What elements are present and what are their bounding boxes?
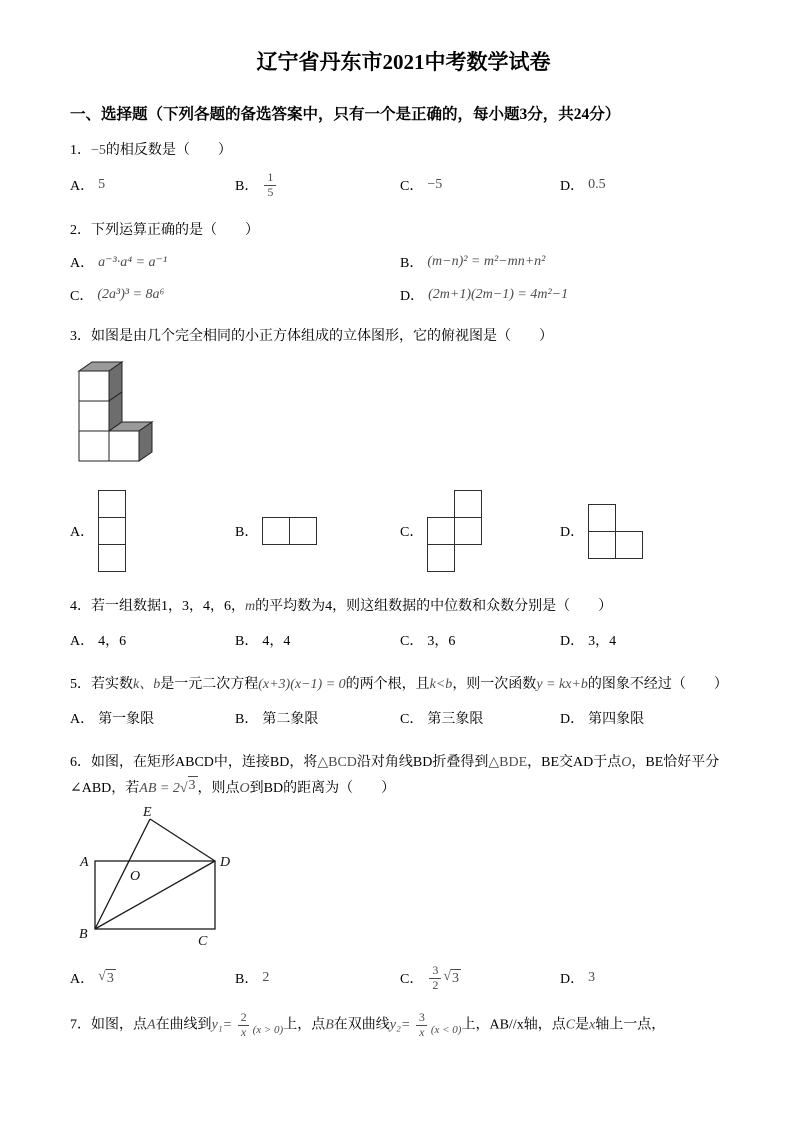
q6-option-d-label: D． xyxy=(560,972,585,988)
q5-option-a-label: A． xyxy=(70,712,95,728)
q6-math-triangle-bcd: △BCD xyxy=(317,755,357,771)
q5-option-b-label: B． xyxy=(235,712,259,728)
q3-option-b-figure xyxy=(262,517,317,545)
q3-option-d-label: D． xyxy=(560,525,585,541)
question-5 xyxy=(70,672,737,731)
q6-math-point-o-1: O xyxy=(621,755,632,771)
q4-option-a xyxy=(70,630,235,650)
q4-stem xyxy=(70,594,737,620)
q5-option-d-value: 第四象限 xyxy=(588,712,645,728)
fraction-denominator: 2 xyxy=(429,978,441,993)
q5-stem-text-5: 的图象不经过（ ） xyxy=(587,677,728,693)
q4-option-c-label: C． xyxy=(400,634,424,650)
q4-stem-math: m xyxy=(245,599,256,615)
radical-sign: √ xyxy=(98,969,106,985)
q3-option-d xyxy=(560,504,737,559)
q5-options xyxy=(70,705,737,731)
question-7 xyxy=(70,1011,737,1040)
q4-option-b-label: B． xyxy=(235,634,259,650)
q4-option-c-value: 3，6 xyxy=(427,634,456,650)
q6-stem-sqrt xyxy=(180,776,198,802)
q2-option-c xyxy=(70,285,400,305)
question-3 xyxy=(70,324,737,575)
q2-stem-text: 下列运算正确的是（ ） xyxy=(91,223,259,239)
radicand: 3 xyxy=(188,777,196,793)
q1-option-c-value: −5 xyxy=(427,177,443,193)
q6-math-point-o-2: O xyxy=(239,780,250,796)
q5-option-b-value: 第二象限 xyxy=(262,712,319,728)
q6-option-d-value: 3 xyxy=(588,970,596,986)
q5-option-a-value: 第一象限 xyxy=(98,712,155,728)
q7-stem-text-6: 是 xyxy=(575,1017,590,1033)
q7-hyperbola-1-fraction xyxy=(238,1011,250,1040)
q7-number: 7． xyxy=(70,1017,91,1033)
q2-options xyxy=(70,252,737,305)
q6-option-c xyxy=(400,964,560,993)
q7-stem-text-3: 上，点 xyxy=(283,1017,326,1033)
q3-option-a-label: A． xyxy=(70,525,95,541)
q6-stem-text-1: 如图，在矩形ABCD中，连接BD，将 xyxy=(91,755,318,771)
q5-option-c xyxy=(400,708,560,728)
q5-math-kb: k、b xyxy=(133,677,161,693)
fraction-numerator: 1 xyxy=(267,169,274,184)
fraction-denominator: x xyxy=(238,1025,249,1040)
q5-number: 5． xyxy=(70,677,91,693)
q6-option-c-fraction xyxy=(429,964,441,993)
q2-option-a-formula: a⁻³·a⁴ = a⁻¹ xyxy=(98,254,168,270)
q5-option-c-label: C． xyxy=(400,712,424,728)
q6-stem-text-4: ，BE恰好平分∠ABD，若 xyxy=(70,755,720,796)
q6-stem-text-3: ，BE交AD于点 xyxy=(527,755,622,771)
q6-option-a xyxy=(70,968,235,988)
q7-stem-text-5: 上，AB//x轴，点 xyxy=(461,1017,566,1033)
q1-number: 1． xyxy=(70,143,91,158)
q1-option-d xyxy=(560,175,737,195)
radical-sign: √ xyxy=(443,969,452,985)
q2-option-b-label: B． xyxy=(400,256,424,272)
rectangle-fold-figure xyxy=(70,806,250,952)
q3-option-b xyxy=(235,517,400,545)
q6-geometry-figure xyxy=(70,806,737,957)
point-label-d: D xyxy=(220,854,231,870)
q5-math-function: y = kx+b xyxy=(536,677,588,693)
q6-option-b-label: B． xyxy=(235,972,259,988)
question-6 xyxy=(70,750,737,992)
radical-sign: √ xyxy=(179,780,188,796)
q1-stem-text: 的相反数是（ ） xyxy=(105,143,232,158)
q2-option-d-formula: (2m+1)(2m−1) = 4m²−1 xyxy=(428,287,569,303)
q2-number: 2． xyxy=(70,223,91,239)
q6-options xyxy=(70,964,737,993)
point-label-c: C xyxy=(198,933,208,949)
point-label-a: A xyxy=(80,854,89,870)
q7-hyperbola-2-fraction xyxy=(416,1011,428,1040)
q3-stem xyxy=(70,324,737,350)
q4-number: 4． xyxy=(70,599,91,615)
question-4 xyxy=(70,594,737,653)
q6-stem-text-2: 沿对角线BD折叠得到 xyxy=(356,755,489,771)
q5-stem-text-3: 的两个根，且 xyxy=(345,677,430,693)
q1-option-a-label: A． xyxy=(70,179,95,195)
q6-option-a-label: A． xyxy=(70,972,95,988)
q5-option-a xyxy=(70,708,235,728)
q7-stem-text-4: 在双曲线 xyxy=(333,1017,390,1033)
q7-math-point-c: C xyxy=(565,1017,576,1033)
q6-stem xyxy=(70,750,737,802)
q6-option-c-label: C． xyxy=(400,972,424,988)
q3-option-b-label: B． xyxy=(235,525,259,541)
q1-stem xyxy=(70,138,737,164)
q2-option-a xyxy=(70,252,400,272)
q1-option-b xyxy=(235,171,400,200)
q1-option-b-label: B． xyxy=(235,179,259,195)
q6-math-triangle-bde: △BDE xyxy=(488,755,528,771)
fraction-numerator: 3 xyxy=(432,962,439,977)
q6-math-ab-length: AB = 2 xyxy=(139,780,180,796)
q4-stem-text-1: 若一组数据1，3，4，6， xyxy=(91,599,245,615)
q7-math-x-axis: x xyxy=(589,1017,596,1033)
q4-option-a-label: A． xyxy=(70,634,95,650)
q5-stem-text-4: ，则一次函数 xyxy=(452,677,537,693)
q4-option-b-value: 4，4 xyxy=(262,634,291,650)
q1-option-d-label: D． xyxy=(560,179,585,195)
q3-option-c xyxy=(400,490,560,572)
q7-hyperbola-1-prefix: y₁= xyxy=(211,1017,236,1033)
q7-hyperbola-1-condition: (x > 0) xyxy=(252,1023,284,1036)
q5-math-equation: (x+3)(x−1) = 0 xyxy=(258,677,346,693)
q3-option-c-label: C． xyxy=(400,525,424,541)
q7-math-point-a: A xyxy=(147,1017,156,1033)
q3-option-d-figure xyxy=(588,504,643,559)
q1-option-a xyxy=(70,175,235,195)
point-label-e: E xyxy=(143,805,152,820)
q4-option-d-value: 3，4 xyxy=(588,634,617,650)
section-heading: 一、选择题（下列各题的备选答案中，只有一个是正确的，每小题3分，共24分） xyxy=(70,106,621,123)
q6-option-b xyxy=(235,968,400,988)
q4-option-b xyxy=(235,630,400,650)
q2-option-c-label: C． xyxy=(70,289,94,305)
q6-option-b-value: 2 xyxy=(262,970,270,986)
q4-option-d xyxy=(560,630,737,650)
q4-options xyxy=(70,627,737,653)
q5-option-d-label: D． xyxy=(560,712,585,728)
q7-stem-text-1: 如图，点 xyxy=(91,1017,147,1033)
question-2 xyxy=(70,218,737,305)
q5-option-c-value: 第三象限 xyxy=(427,712,484,728)
fraction-numerator: 2 xyxy=(240,1010,247,1025)
q2-option-d xyxy=(400,285,737,305)
radicand: 3 xyxy=(106,971,114,987)
fraction-denominator: 5 xyxy=(264,185,276,200)
q3-number: 3． xyxy=(70,329,91,345)
q2-option-d-label: D． xyxy=(400,289,425,305)
q3-solid-figure xyxy=(74,358,737,473)
q7-math-point-b: B xyxy=(325,1017,334,1033)
q5-math-inequality: k<b xyxy=(429,677,453,693)
q6-stem-text-5: ，则点 xyxy=(197,780,240,796)
q1-option-c xyxy=(400,175,560,195)
q6-option-a-sqrt xyxy=(98,969,116,987)
q7-stem-text-7: 轴上一点， xyxy=(595,1017,666,1033)
q7-stem-text-2: 在曲线到 xyxy=(155,1017,212,1033)
q3-option-a-figure xyxy=(98,490,126,572)
q4-stem-text-2: 的平均数为4，则这组数据的中位数和众数分别是（ ） xyxy=(255,599,613,615)
q6-number: 6． xyxy=(70,755,91,771)
q4-option-d-label: D． xyxy=(560,634,585,650)
q1-option-c-label: C． xyxy=(400,179,424,195)
q6-option-c-sqrt xyxy=(443,969,461,987)
q2-option-b xyxy=(400,252,737,272)
q2-stem xyxy=(70,218,737,244)
isometric-cubes-figure xyxy=(74,358,169,468)
point-label-o: O xyxy=(130,868,141,884)
q7-hyperbola-2-prefix: y₂= xyxy=(389,1017,414,1033)
question-1 xyxy=(70,138,737,199)
q6-stem-text-6: 到BD的距离为（ ） xyxy=(249,780,396,796)
fraction-denominator: x xyxy=(416,1025,427,1040)
q5-option-b xyxy=(235,708,400,728)
point-label-b: B xyxy=(79,926,88,942)
q1-option-d-value: 0.5 xyxy=(588,177,606,193)
q3-stem-text: 如图是由几个完全相同的小正方体组成的立体图形，它的俯视图是（ ） xyxy=(91,329,553,345)
q5-stem-text-1: 若实数 xyxy=(91,677,133,693)
q2-option-c-formula: (2a³)³ = 8a⁶ xyxy=(97,287,165,303)
q1-options xyxy=(70,171,737,200)
q2-option-b-formula: (m−n)² = m²−mn+n² xyxy=(427,254,546,270)
q1-option-a-value: 5 xyxy=(98,177,106,193)
q3-option-c-figure xyxy=(427,490,482,572)
q7-hyperbola-2-condition: (x < 0) xyxy=(430,1023,462,1036)
q4-option-a-value: 4，6 xyxy=(98,634,127,650)
q4-option-c xyxy=(400,630,560,650)
q2-option-a-label: A． xyxy=(70,256,95,272)
q7-stem xyxy=(70,1011,737,1040)
q5-option-d xyxy=(560,708,737,728)
q3-option-a xyxy=(70,490,235,572)
q5-stem xyxy=(70,672,737,698)
q6-option-d xyxy=(560,968,737,988)
q1-stem-math: −5 xyxy=(91,143,106,158)
page-title: 辽宁省丹东市2021中考数学试卷 xyxy=(256,50,551,74)
radicand: 3 xyxy=(452,971,460,987)
q3-options xyxy=(70,487,737,575)
q1-option-b-fraction xyxy=(264,171,276,200)
q5-stem-text-2: 是一元二次方程 xyxy=(160,677,259,693)
fraction-numerator: 3 xyxy=(418,1010,425,1025)
